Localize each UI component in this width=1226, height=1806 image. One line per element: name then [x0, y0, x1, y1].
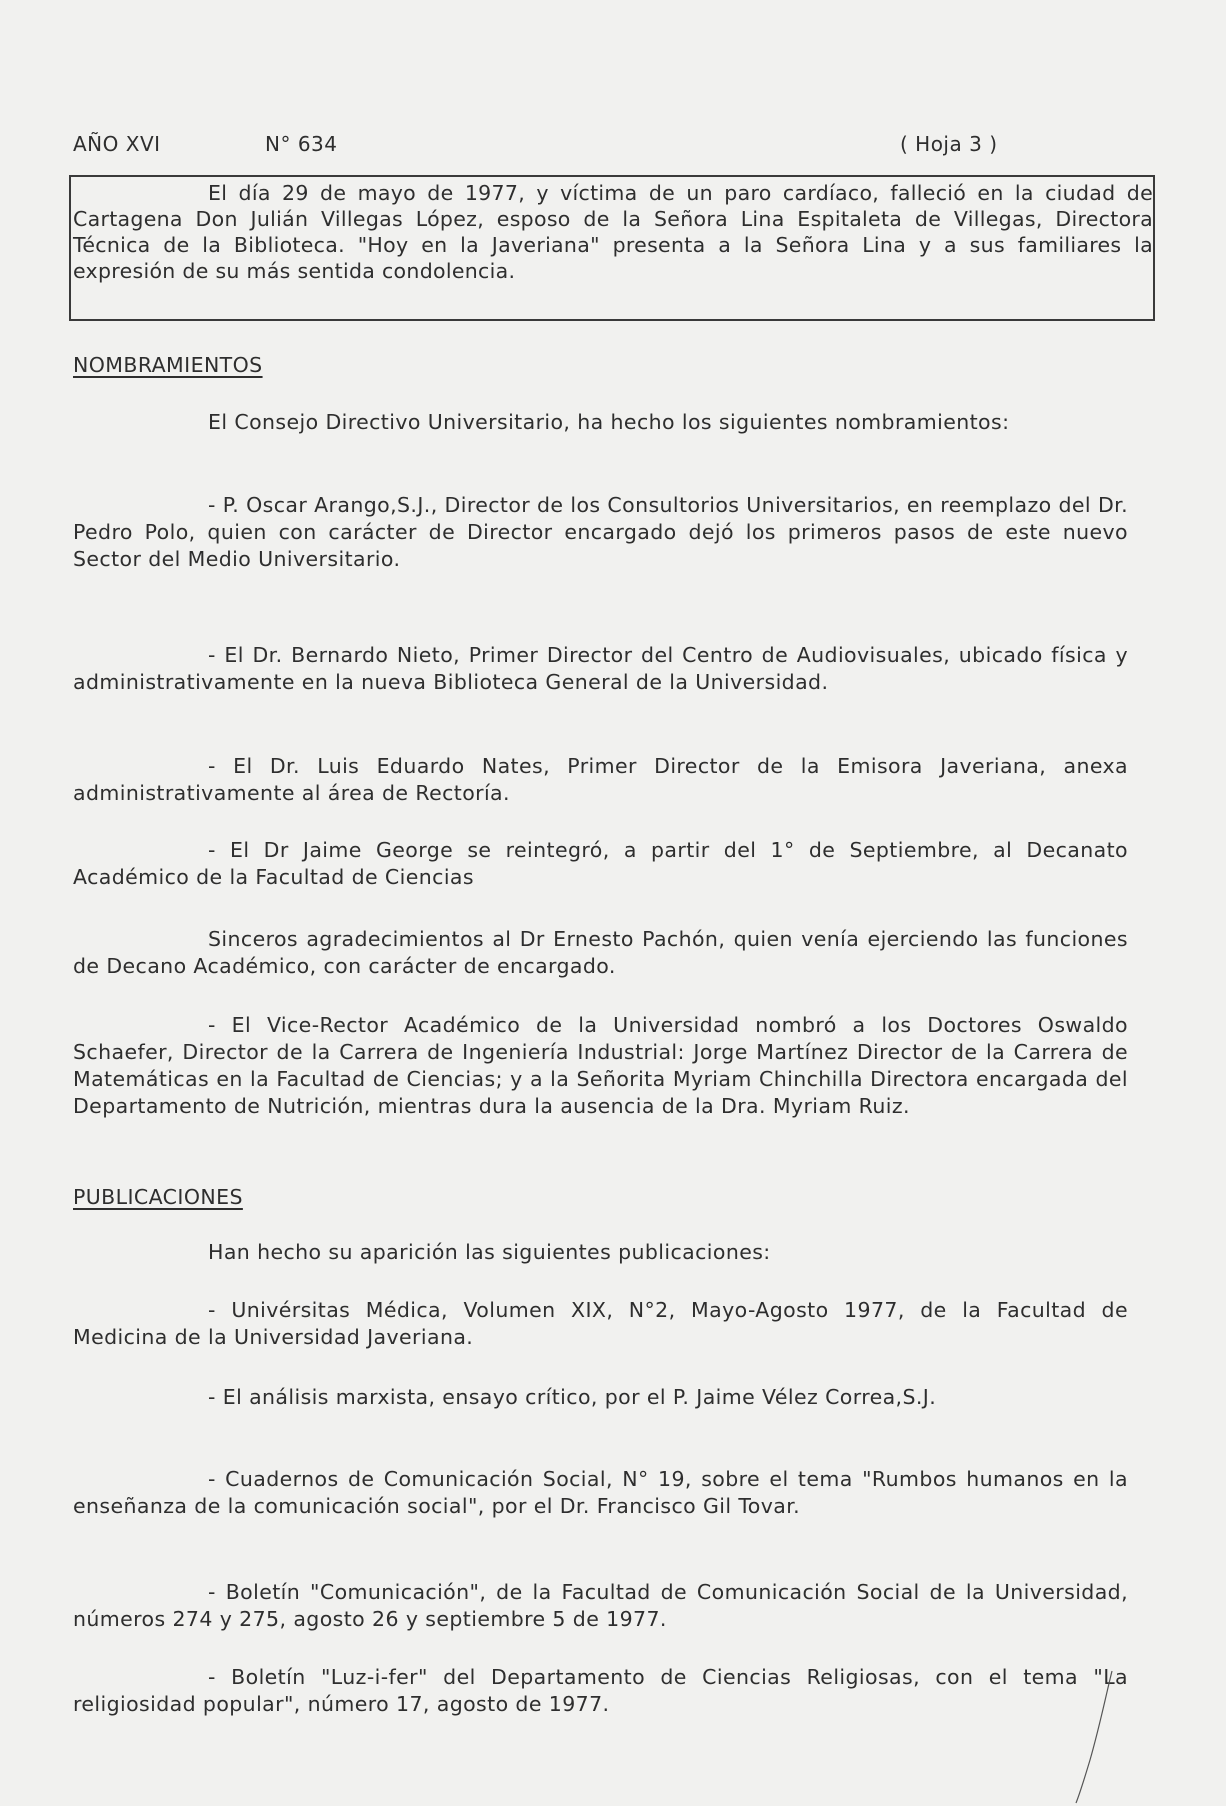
page-header [73, 132, 1153, 162]
nombramiento-item: - El Dr. Bernardo Nieto, Primer Director del Centro de Audiovisuales, ubicado física y administrativamente en la nueva Biblioteca General de la Universidad. [73, 643, 1128, 694]
publicacion-item: - Boletín "Luz-i-fer" del Departamento de Ciencias Religiosas, con el tema "La religiosidad popular", número 17, agosto de 1977. [73, 1665, 1128, 1716]
header-year: AÑO XVI [73, 132, 161, 156]
publicacion-item: - Cuadernos de Comunicación Social, N° 19, sobre el tema "Rumbos humanos en la enseñanza de la comunicación social", por el Dr. Francisco Gil Tovar. [73, 1467, 1128, 1518]
header-issue-number: N° 634 [265, 132, 338, 156]
section-title-nombramientos: NOMBRAMIENTOS [73, 353, 263, 377]
nombramientos-intro: El Consejo Directivo Universitario, ha hecho los siguientes nombramientos: [208, 410, 1010, 434]
nombramiento-item: - El Dr Jaime George se reintegró, a partir del 1° de Septiembre, al Decanato Académico de la Facultad de Ciencias [73, 838, 1128, 889]
header-sheet: ( Hoja 3 ) [900, 132, 998, 156]
condolence-notice-box [69, 175, 1155, 321]
publicacion-item: - Boletín "Comunicación", de la Facultad de Comunicación Social de la Universidad, números 274 y 275, agosto 26 y septiembre 5 de 1977. [73, 1580, 1128, 1631]
publicaciones-intro: Han hecho su aparición las siguientes publicaciones: [208, 1240, 771, 1264]
publicacion-item: - Univérsitas Médica, Volumen XIX, N°2, Mayo-Agosto 1977, de la Facultad de Medicina de la Universidad Javeriana. [73, 1298, 1128, 1349]
nombramiento-item: - P. Oscar Arango,S.J., Director de los Consultorios Universitarios, en reemplazo del Dr. Pedro Polo, quien con carácter de Director encargado dejó los primeros pasos de este nuevo Sector del Medio Universitario. [73, 493, 1128, 571]
section-title-publicaciones: PUBLICACIONES [73, 1185, 243, 1209]
vice-rector-paragraph: - El Vice-Rector Académico de la Universidad nombró a los Doctores Oswaldo Schaefer, Director de la Carrera de Ingeniería Industrial: Jorge Martínez Director de la Carrera de Matemáticas en la Facultad de Ciencias; y a la Señorita Myriam Chinchilla Directora encargada del Departamento de Nutrición, mientras dura la ausencia de la Dra. Myriam Ruiz. [73, 1013, 1128, 1118]
condolence-notice-text: El día 29 de mayo de 1977, y víctima de un paro cardíaco, falleció en la ciudad de Cartagena Don Julián Villegas López, esposo de la Señora Lina Espitaleta de Villegas, Directora Técnica de la Biblioteca. "Hoy en la Javeriana" presenta a la Señora Lina y a sus familiares la expresión de su más sentida condolencia. [73, 181, 1153, 283]
agradecimientos-paragraph: Sinceros agradecimientos al Dr Ernesto Pachón, quien venía ejerciendo las funciones de Decano Académico, con carácter de encargado. [73, 927, 1128, 978]
nombramiento-item: - El Dr. Luis Eduardo Nates, Primer Director de la Emisora Javeriana, anexa administrativamente al área de Rectoría. [73, 754, 1128, 805]
margin-pencil-mark [1060, 1665, 1120, 1805]
publicacion-item: - El análisis marxista, ensayo crítico, por el P. Jaime Vélez Correa,S.J. [208, 1385, 937, 1409]
